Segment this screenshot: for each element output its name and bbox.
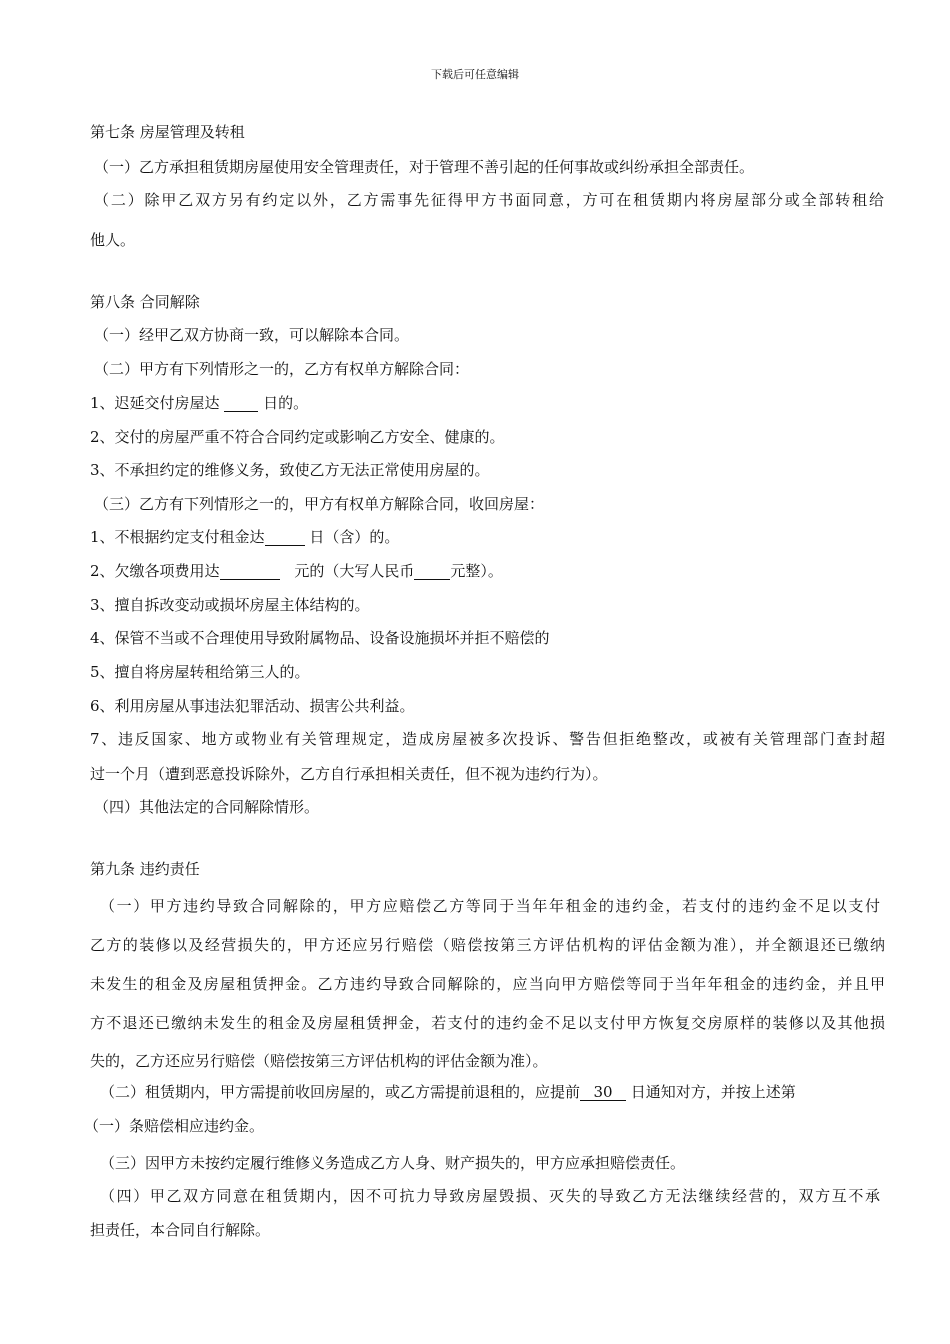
article-9-clause-4-line-1: （四）甲乙双方同意在租赁期内，因不可抗力导致房屋毁损、灭失的导致乙方无法继续经营的，双方互不承	[100, 1187, 880, 1205]
article-8-subitem-6: 6、利用房屋从事违法犯罪活动、损害公共利益。	[90, 697, 415, 715]
article-8-subitem-2	[90, 561, 503, 581]
article-8-clause-3: （三）乙方有下列情形之一的，甲方有权单方解除合同，收回房屋：	[94, 495, 545, 513]
subitem-2-text-c: 元整）。	[450, 562, 503, 580]
article-7-clause-2-line-2: 他人。	[90, 231, 136, 249]
article-8-subitem-7-line-1: 7、违反国家、地方或物业有关管理规定，造成房屋被多次投诉、警告但拒绝整改，或被有关管理部门查封超	[90, 730, 885, 748]
item-1-text-a: 1、迟延交付房屋达	[90, 394, 225, 412]
article-8-clause-1: （一）经甲乙双方协商一致，可以解除本合同。	[94, 326, 410, 344]
subitem-1-text-b: 日（含）的。	[304, 528, 400, 546]
article-9-clause-3: （三）因甲方未按约定履行维修义务造成乙方人身、财产损失的，甲方应承担赔偿责任。	[100, 1154, 686, 1172]
article-9-title: 第九条 违约责任	[90, 860, 200, 878]
article-8-subitem-7-line-2: 过一个月（遭到恶意投诉除外，乙方自行承担相关责任，但不视为违约行为）。	[90, 765, 608, 783]
subitem-2-text-a: 2、欠缴各项费用达	[90, 562, 220, 580]
fee-amount-blank[interactable]	[220, 563, 280, 580]
days-blank[interactable]	[224, 395, 258, 412]
article-8-subitem-3: 3、擅自拆改变动或损坏房屋主体结构的。	[90, 596, 370, 614]
article-9-clause-1-line-4: 方不退还已缴纳未发生的租金及房屋租赁押金，若支付的违约金不足以支付甲方恢复交房原样的装修以及其他损	[90, 1014, 885, 1032]
article-9-clause-1-line-5: 失的，乙方还应另行赔偿（赔偿按第三方评估机构的评估金额为准）。	[90, 1052, 548, 1070]
article-8-item-1	[90, 393, 308, 413]
item-1-text-b: 日的。	[258, 394, 309, 412]
article-7-clause-2-line-1: （二）除甲乙双方另有约定以外，乙方需事先征得甲方书面同意，方可在租赁期内将房屋部分或全部转租给	[94, 191, 884, 209]
subitem-2-text-b: 元的（大写人民币	[289, 562, 415, 580]
article-8-clause-4: （四）其他法定的合同解除情形。	[94, 798, 320, 816]
article-9-clause-1-line-2: 乙方的装修以及经营损失的，甲方还应另行赔偿（赔偿按第三方评估机构的评估金额为准），并全额退还已缴纳	[90, 936, 885, 954]
article-7-clause-1: （一）乙方承担租赁期房屋使用安全管理责任，对于管理不善引起的任何事故或纠纷承担全部责任。	[94, 158, 755, 176]
article-9-clause-2-line-1	[100, 1082, 796, 1102]
article-8-subitem-5: 5、擅自将房屋转租给第三人的。	[90, 663, 310, 681]
article-8-title: 第八条 合同解除	[90, 293, 200, 311]
clause-2-text-b: 日通知对方，并按上述第	[626, 1083, 796, 1101]
article-9-clause-4-line-2: 担责任，本合同自行解除。	[90, 1221, 271, 1239]
article-9-clause-2-line-2: （一）条赔偿相应违约金。	[84, 1117, 265, 1135]
rent-days-blank[interactable]	[265, 529, 305, 546]
article-8-item-3: 3、不承担约定的维修义务，致使乙方无法正常使用房屋的。	[90, 461, 490, 479]
article-8-subitem-1	[90, 527, 399, 547]
page-header: 下载后可任意编辑	[431, 68, 519, 81]
fee-uppercase-blank[interactable]	[414, 563, 450, 580]
article-9-clause-1-line-1: （一）甲方违约导致合同解除的，甲方应赔偿乙方等同于当年年租金的违约金，若支付的违约金不足以支付	[100, 897, 880, 915]
article-8-clause-2: （二）甲方有下列情形之一的，乙方有权单方解除合同：	[94, 360, 470, 378]
article-8-item-2: 2、交付的房屋严重不符合合同约定或影响乙方安全、健康的。	[90, 428, 505, 446]
article-7-title: 第七条 房屋管理及转租	[90, 123, 245, 141]
article-9-clause-1-line-3: 未发生的租金及房屋租赁押金。乙方违约导致合同解除的，应当向甲方赔偿等同于当年年租金的违约金，并且甲	[90, 975, 885, 993]
article-8-subitem-4: 4、保管不当或不合理使用导致附属物品、设备设施损坏并拒不赔偿的	[90, 629, 550, 647]
subitem-1-text-a: 1、不根据约定支付租金达	[90, 528, 265, 546]
notice-days-field[interactable]: 30	[580, 1084, 626, 1101]
clause-2-text-a: （二）租赁期内，甲方需提前收回房屋的，或乙方需提前退租的，应提前	[100, 1083, 581, 1101]
